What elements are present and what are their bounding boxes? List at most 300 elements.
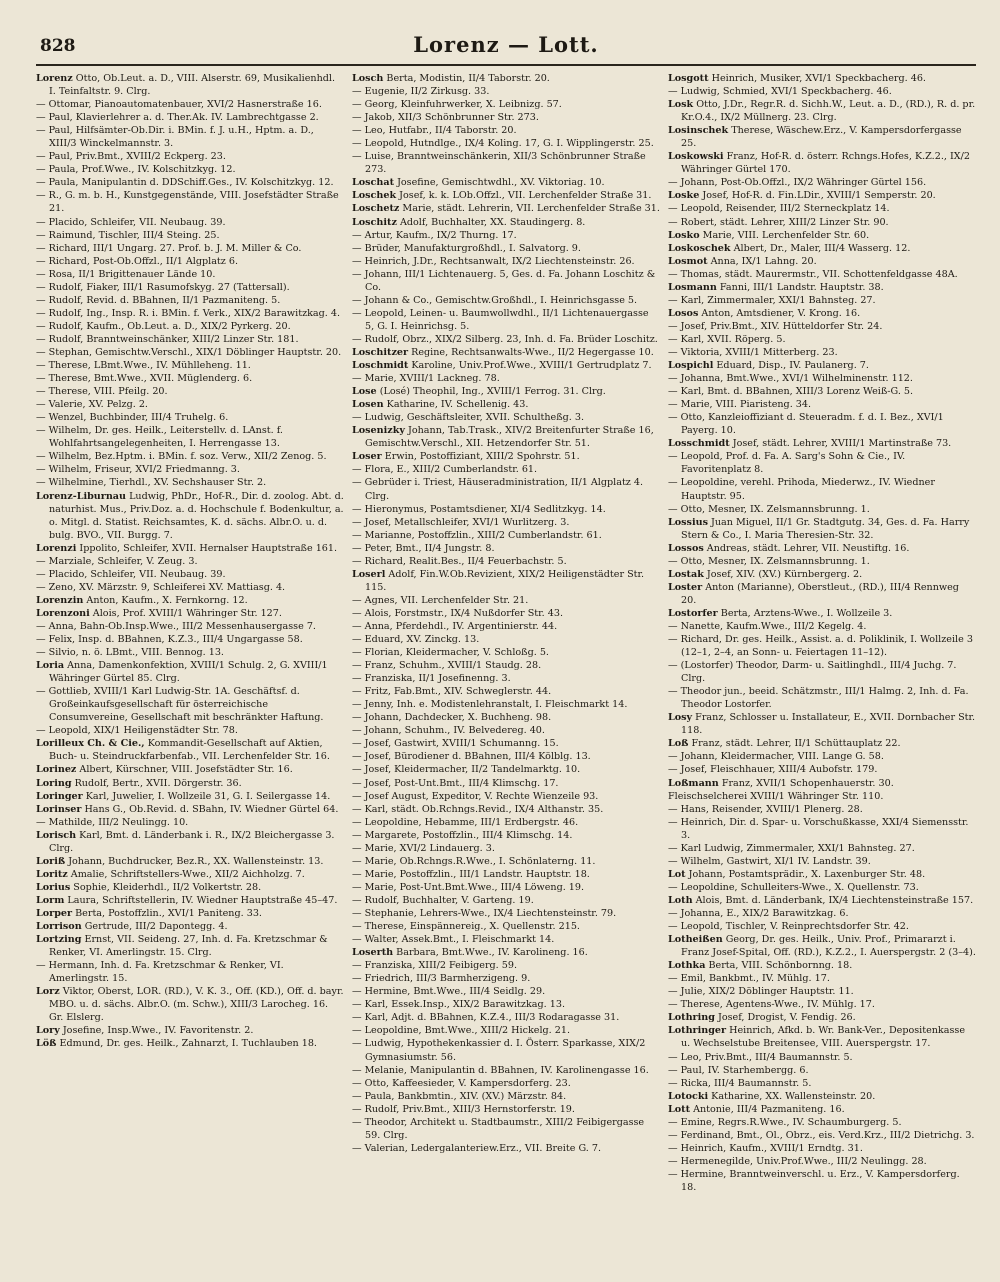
directory-entry [352, 972, 660, 985]
directory-entry [668, 294, 976, 307]
entry-surname: Loring [36, 777, 72, 789]
entry-text: — Raimund, Tischler, III/4 Steing. 25. [36, 229, 220, 241]
entry-surname: Lorrison [36, 921, 82, 933]
entry-surname: Lorisch [36, 829, 77, 841]
directory-entry [352, 816, 660, 829]
entry-text: — Karl, Essek.Insp., XIX/2 Barawitzkag. 13. [352, 999, 565, 1011]
entry-text: — Leopoldine, verehl. Prihoda, Miederwz., IV. Wiedner Hauptstr. 95. [668, 477, 935, 502]
directory-entry [352, 372, 660, 385]
directory-entry [352, 646, 660, 659]
directory-entry [352, 659, 660, 672]
entry-text: — Josef, Gastwirt, XVIII/1 Schumanng. 15. [352, 738, 559, 750]
entry-surname: Lorius [36, 881, 71, 893]
directory-entry [668, 255, 976, 268]
entry-surname: Löß [36, 1038, 57, 1050]
entry-text: — Ludwig, Hypothekenkassier d. I. Österr. Sparkasse, XIX/2 Gymnasiumstr. 56. [352, 1038, 646, 1063]
entry-text: Josefine, Insp.Wwe., IV. Favoritenstr. 2. [59, 1025, 254, 1037]
entry-text: Ippolito, Schleifer, XVII. Hernalser Hauptstraße 161. [76, 542, 338, 554]
directory-entry [36, 72, 344, 98]
directory-entry [352, 985, 660, 998]
entry-surname: Loschat [352, 177, 395, 189]
directory-entry [36, 1037, 344, 1050]
entry-text: Josef, XIV. (XV.) Kürnbergerg. 2. [703, 568, 863, 580]
directory-entry [668, 998, 976, 1011]
entry-text: — Robert, städt. Lehrer, XIII/2 Linzer Str. 90. [668, 216, 889, 228]
directory-entry [36, 581, 344, 594]
directory-entry [36, 985, 344, 1024]
directory-entry [668, 1077, 976, 1090]
directory-entry [36, 920, 344, 933]
entry-surname: Lorinser [36, 803, 82, 815]
entry-text: — Josef, Post-Unt.Bmt., III/4 Klimschg. 17. [352, 777, 559, 789]
entry-text: Josef, Drogist, V. Fendig. 26. [714, 1012, 856, 1024]
directory-entry [668, 476, 976, 502]
entry-text: — Eduard, XV. Zinckg. 13. [352, 634, 480, 646]
directory-entry [36, 333, 344, 346]
entry-text: Franz, Hof-R. d. österr. Rchngs.Hofes, K.Z.2., IX/2 Währinger Gürtel 170. [681, 151, 970, 176]
directory-entry [36, 816, 344, 829]
directory-entry [36, 385, 344, 398]
entry-text: — Ludwig, Geschäftsleiter, XVII. Schultheßg. 3. [352, 412, 585, 424]
entry-text: — Richard, Realit.Bes., II/4 Feuerbachstr. 5. [352, 555, 567, 567]
page-number: 828 [40, 36, 76, 56]
directory-entry [352, 620, 660, 633]
directory-entry [668, 346, 976, 359]
directory-entry [668, 503, 976, 516]
directory-entry [668, 972, 976, 985]
directory-entry [668, 437, 976, 450]
entry-text: — Leopold, Hutndlge., IX/4 Koling. 17, G. I. Wipplingerstr. 25. [352, 138, 654, 150]
entry-text: — Therese, Bmt.Wwe., XVII. Müglenderg. 6. [36, 373, 253, 385]
entry-text: — Georg, Kleinfuhrwerker, X. Leibnizg. 57. [352, 99, 562, 111]
entry-text: — Jakob, XII/3 Schönbrunner Str. 273. [352, 112, 539, 124]
entry-text: — Wilhelm, Bez.Hptm. i. BMin. f. soz. Verw., XII/2 Zenog. 5. [36, 451, 327, 463]
entry-text: — Leopoldine, Hebamme, III/1 Erdbergstr. 46. [352, 816, 579, 828]
entry-text: — Johann, III/1 Lichtenauerg. 5, Ges. d. Fa. Johann Loschitz & Co. [352, 268, 656, 293]
entry-text: Otto, Ob.Leut. a. D., VIII. Alserstr. 69, Musikalienhdl. I. Teinfaltstr. 9. Clrg. [49, 73, 336, 98]
entry-text: Johann, Buchdrucker, Bez.R., XX. Wallensteinstr. 13. [65, 855, 324, 867]
directory-entry [352, 1103, 660, 1116]
entry-text: — Leopold, Tischler, V. Reinprechtsdorfer Str. 42. [668, 921, 909, 933]
entry-text: Katharine, XX. Wallensteinstr. 20. [708, 1090, 876, 1102]
directory-entry [352, 503, 660, 516]
entry-text: — Marianne, Postoffzlin., XIII/2 Cumberlandstr. 61. [352, 529, 602, 541]
directory-entry [352, 268, 660, 294]
directory-entry [36, 763, 344, 776]
directory-entry [36, 229, 344, 242]
entry-text: — Josef, Fleischhauer, XIII/4 Aubofstr. 179. [668, 764, 878, 776]
directory-entry [668, 620, 976, 633]
directory-entry [36, 959, 344, 985]
entry-surname: Losch [352, 73, 384, 84]
entry-text: Josef, k. k. LOb.Offzl., VII. Lerchenfelder Straße 31. [396, 190, 652, 202]
entry-text: — Heinrich, Kaufm., XVIII/1 Erndtg. 31. [668, 1142, 863, 1154]
directory-entry [36, 620, 344, 633]
directory-entry [352, 711, 660, 724]
entry-text: — Ludwig, Schmied, XVI/1 Speckbacherg. 46. [668, 86, 892, 98]
directory-entry [36, 894, 344, 907]
directory-entry [668, 711, 976, 737]
entry-text: — Wilhelm, Gastwirt, XI/1 IV. Landstr. 39. [668, 855, 871, 867]
entry-text: — Placido, Schleifer, VII. Neubaug. 39. [36, 568, 226, 580]
entry-text: — Josef August, Expeditor, V. Rechte Wienzeile 93. [352, 790, 599, 802]
directory-entry [352, 724, 660, 737]
directory-entry [352, 359, 660, 372]
directory-entry [36, 555, 344, 568]
directory-entry [36, 281, 344, 294]
entry-surname: Lothring [668, 1012, 715, 1024]
directory-entry [36, 633, 344, 646]
entry-text: Fleischselcherei XVIII/1 Währinger Str. 110. [668, 790, 884, 802]
entry-text: Marie, städt. Lehrerin, VII. Lerchenfelder Straße 31. [399, 203, 660, 215]
entry-surname: Loskowski [668, 151, 724, 163]
directory-entry [36, 320, 344, 333]
entry-surname: Losos [668, 307, 699, 319]
entry-text: — Viktoria, XVIII/1 Mitterberg. 23. [668, 346, 838, 358]
entry-text: Berta, Modistin, II/4 Taborstr. 20. [383, 73, 550, 84]
directory-entry [36, 242, 344, 255]
entry-text: — Gebrüder i. Triest, Häuseradministration, II/1 Algplatz 4. Clrg. [352, 477, 644, 502]
directory-entry [352, 85, 660, 98]
entry-text: — Wilhelm, Friseur, XVI/2 Friedmanng. 3. [36, 464, 240, 476]
entry-surname: Losen [352, 399, 384, 411]
directory-entry [352, 229, 660, 242]
entry-text: — Otto, Kanzleioffiziant d. Steueradm. f. d. I. Bez., XVI/1 Payerg. 10. [668, 412, 944, 437]
entry-surname: Lorenz [36, 73, 73, 84]
entry-text: — Felix, Insp. d. BBahnen, K.Z.3., III/4 Ungargasse 58. [36, 634, 303, 646]
entry-text: Juan Miguel, II/1 Gr. Stadtgutg. 34, Ges. d. Fa. Harry Stern & Co., I. Maria Theresien-Str. 32. [681, 516, 970, 541]
entry-text: Franz, städt. Lehrer, II/1 Schüttauplatz 22. [688, 738, 901, 750]
directory-entry [352, 842, 660, 855]
entry-text: Eduard, Disp., IV. Paulanerg. 7. [713, 360, 869, 372]
entry-text: — Marie, Ob.Rchngs.R.Wwe., I. Schönlaterng. 11. [352, 855, 596, 867]
column-1 [36, 72, 344, 1282]
directory-entry [352, 333, 660, 346]
directory-entry [668, 150, 976, 176]
directory-entry [668, 868, 976, 881]
directory-entry [352, 1011, 660, 1024]
directory-entry [352, 594, 660, 607]
page-header [36, 30, 976, 66]
entry-surname: Loskoschek [668, 242, 731, 254]
entry-text: Fanni, III/1 Landstr. Hauptstr. 38. [716, 281, 884, 293]
directory-entry [668, 633, 976, 659]
entry-surname: Losmann [668, 281, 717, 293]
directory-entry [36, 255, 344, 268]
entry-text: — Marie, VIII. Piaristeng. 34. [668, 399, 812, 411]
entry-text: Antonie, III/4 Pazmaniteng. 16. [690, 1103, 845, 1115]
entry-text: Andreas, städt. Lehrer, VII. Neustiftg. 16. [703, 542, 910, 554]
entry-surname: Loritz [36, 868, 68, 880]
entry-text: — Theodor jun., beeid. Schätzmstr., III/1 Halmg. 2, Inh. d. Fa. Theodor Lostorfer. [668, 686, 969, 711]
entry-text: — Melanie, Manipulantin d. BBahnen, IV. Karolinengasse 16. [352, 1064, 649, 1076]
entry-surname: Lospichl [668, 360, 714, 372]
entry-text: — Thomas, städt. Maurermstr., VII. Schottenfeldgasse 48A. [668, 268, 958, 280]
directory-entry [352, 346, 660, 359]
entry-text: — Leo, Hutfabr., II/4 Taborstr. 20. [352, 125, 517, 137]
directory-entry [352, 216, 660, 229]
entry-text: Viktor, Oberst, LOR. (RD.), V. K. 3., Off. (KD.), Off. d. bayr. MBO. u. d. sächs. Albr.O. (m. Schw.), XIII/3 Larocheg. 16. Gr. Elslerg. [49, 986, 344, 1024]
directory-entry [352, 607, 660, 620]
entry-text: — Peter, Bmt., II/4 Jungstr. 8. [352, 542, 495, 554]
entry-text: — Leo, Priv.Bmt., III/4 Baumannstr. 5. [668, 1051, 853, 1063]
entry-text: — Leopold, Reisender, III/2 Sterneckplatz 14. [668, 203, 890, 215]
entry-text: — Hermenegilde, Univ.Prof.Wwe., III/2 Neulingg. 28. [668, 1155, 927, 1167]
entry-text: Franz, XVII/1 Schopenhauerstr. 30. [718, 777, 894, 789]
directory-entry [36, 98, 344, 111]
directory-entry [352, 737, 660, 750]
entry-text: — Brüder, Manufakturgroßhdl., I. Salvatorg. 9. [352, 242, 581, 254]
directory-entry [668, 568, 976, 581]
entry-text: — Otto, Mesner, IX. Zelsmannsbrunng. 1. [668, 555, 870, 567]
directory-entry [668, 268, 976, 281]
entry-surname: Loth [668, 894, 693, 906]
entry-text: — Hermann, Inh. d. Fa. Kretzschmar & Renker, VI. Amerlingstr. 15. [36, 960, 284, 985]
directory-entry [352, 307, 660, 333]
directory-entry [352, 98, 660, 111]
directory-entry [352, 907, 660, 920]
entry-text: Edmund, Dr. ges. Heilk., Zahnarzt, I. Tuchlauben 18. [56, 1038, 317, 1050]
directory-entry [352, 946, 660, 959]
directory-entry [668, 242, 976, 255]
entry-text: — (Lostorfer) Theodor, Darm- u. Saitlinghdl., III/4 Juchg. 7. Clrg. [668, 660, 957, 685]
entry-text: — Paul, Klavierlehrer a. d. Ther.Ak. IV. Lambrechtgasse 2. [36, 112, 319, 124]
entry-text: Hans G., Ob.Revid. d. SBahn, IV. Wiedner Gürtel 64. [81, 803, 339, 815]
entry-text: Albert, Dr., Maler, III/4 Wasserg. 12. [730, 242, 911, 254]
directory-entry [352, 1142, 660, 1155]
directory-entry [352, 894, 660, 907]
directory-entry [36, 294, 344, 307]
directory-entry [668, 607, 976, 620]
directory-entry [668, 229, 976, 242]
directory-entry [352, 763, 660, 776]
column-3 [668, 72, 976, 1282]
directory-entry [36, 777, 344, 790]
entry-text: — Ferdinand, Bmt., Ol., Obrz., eis. Verd.Krz., III/2 Dietrichg. 3. [668, 1129, 975, 1141]
entry-surname: Lorenzi [36, 542, 77, 554]
entry-text: — Johanna, E., XIX/2 Barawitzkag. 6. [668, 908, 849, 919]
entry-text: Albert, Kürschner, VIII. Josefstädter Str. 16. [76, 764, 293, 776]
entry-text: (Losé) Theophil, Ing., XVIII/1 Ferrog. 31. Clrg. [376, 386, 606, 398]
directory-entry [36, 490, 344, 542]
entry-text: — Wenzel, Buchbinder, III/4 Truhelg. 6. [36, 412, 229, 424]
entry-text: — Florian, Kleidermacher, V. Schloßg. 5. [352, 647, 549, 659]
directory-entry [36, 659, 344, 685]
directory-entry [668, 803, 976, 816]
entry-text: — Leopold, Prof. d. Fa. A. Sarg's Sohn & Cie., IV. Favoritenplatz 8. [668, 451, 906, 476]
entry-surname: Loschetz [352, 203, 400, 215]
directory-entry [352, 450, 660, 463]
entry-text: — Karl, Adjt. d. BBahnen, K.Z.4., III/3 Rodaragasse 31. [352, 1012, 620, 1024]
entry-text: Rudolf, Bertr., XVII. Dörgerstr. 36. [71, 777, 242, 789]
directory-entry [668, 907, 976, 920]
directory-entry [352, 829, 660, 842]
entry-text: Katharine, IV. Schellenig. 43. [383, 399, 529, 411]
entry-text: Anna, IX/1 Lahng. 20. [707, 255, 817, 267]
entry-surname: Lossos [668, 542, 704, 554]
entry-text: Heinrich, Musiker, XVI/1 Speckbacherg. 46. [708, 73, 926, 84]
entry-text: — Paul, IV. Starhembergg. 6. [668, 1064, 809, 1076]
entry-text: — Julie, XIX/2 Döblinger Hauptstr. 11. [668, 986, 854, 998]
entry-text: — Gottlieb, XVIII/1 Karl Ludwig-Str. 1A. Geschäftsf. d. Großeinkaufsgesellschaft für österreichische Consumvereine, Gesellschaft mit beschränkter Haftung. [36, 686, 324, 724]
directory-entry [668, 1129, 976, 1142]
entry-surname: Loriß [36, 855, 66, 867]
directory-entry [352, 255, 660, 268]
entry-text: Anna, Damenkonfektion, XVIII/1 Schulg. 2, G. XVIII/1 Währinger Gürtel 85. Clrg. [49, 660, 328, 685]
entry-surname: Losmot [668, 255, 708, 267]
entry-surname: Lott [668, 1103, 691, 1115]
entry-text: — Hermine, Branntweinverschl. u. Erz., V. Kampersdorferg. 18. [668, 1168, 960, 1193]
entry-surname: Lorilleux Ch. & Cie., [36, 738, 145, 750]
entry-surname: Lorinez [36, 764, 77, 776]
entry-surname: Loringer [36, 790, 83, 802]
entry-surname: Loria [36, 660, 65, 672]
entry-surname: Losinschek [668, 125, 729, 137]
entry-text: — Rudolf, Kaufm., Ob.Leut. a. D., XIX/2 Pyrkerg. 20. [36, 320, 291, 332]
directory-entry [352, 1116, 660, 1142]
entry-text: — Stephan, Gemischtw.Verschl., XIX/1 Döblinger Hauptstr. 20. [36, 346, 342, 358]
entry-text: — Johann, Kleidermacher, VIII. Lange G. 58. [668, 751, 884, 763]
directory-entry [36, 163, 344, 176]
entry-text: Barbara, Bmt.Wwe., IV. Karolineng. 16. [393, 947, 588, 959]
entry-text: — Rudolf, Priv.Bmt., XIII/3 Hernstorferstr. 19. [352, 1103, 575, 1115]
entry-text: — Friedrich, III/3 Barmherzigeng. 9. [352, 973, 531, 985]
entry-text: — Emine, Regrs.R.Wwe., IV. Schaumburgerg. 5. [668, 1116, 902, 1128]
directory-entry [352, 1024, 660, 1037]
entry-surname: Loschmidt [352, 360, 409, 372]
directory-entry [352, 1077, 660, 1090]
entry-text: — Richard, Post-Ob.Offzl., II/1 Algplatz 6. [36, 255, 239, 267]
directory-entry [668, 816, 976, 842]
entry-surname: Lothringer [668, 1025, 727, 1037]
entry-text: — Richard, Dr. ges. Heilk., Assist. a. d. Poliklinik, I. Wollzeile 3 (12–1, 2–4, an Sonn- u. Feiertagen 11–12). [668, 634, 973, 659]
entry-surname: Lortzing [36, 934, 82, 946]
entry-text: — Johanna, Bmt.Wwe., XVI/1 Wilhelminenstr. 112. [668, 373, 913, 385]
entry-text: — Otto, Mesner, IX. Zelsmannsbrunng. 1. [668, 503, 870, 515]
entry-text: Amalie, Schriftstellers-Wwe., XII/2 Aichholzg. 7. [67, 868, 305, 880]
directory-entry [36, 476, 344, 489]
entry-surname: Loser [352, 451, 382, 463]
entry-text: Adolf, Fin.W.Ob.Revizient, XIX/2 Heiligenstädter Str. 115. [365, 568, 645, 593]
entry-surname: Loster [668, 581, 703, 593]
entry-surname: Loserth [352, 947, 394, 959]
entry-text: — Mathilde, III/2 Neulingg. 10. [36, 816, 189, 828]
directory-entry [668, 542, 976, 555]
directory-entry [36, 542, 344, 555]
directory-entry [668, 1090, 976, 1103]
entry-text: — Karl, städt. Ob.Rchngs.Revid., IX/4 Althanstr. 35. [352, 803, 604, 815]
entry-text: — Zeno, XV. Märzstr. 9, Schleiferei XV. Mattiasg. 4. [36, 581, 286, 593]
entry-text: — Wilhelmine, Tierhdl., XV. Sechshauser Str. 2. [36, 477, 267, 489]
directory-entry [668, 1155, 976, 1168]
directory-entry [668, 959, 976, 972]
directory-entry [36, 411, 344, 424]
entry-surname: Lotocki [668, 1090, 709, 1102]
directory-entry [352, 881, 660, 894]
entry-text: Josef, Hof-R. d. Fin.LDir., XVIII/1 Semperstr. 20. [699, 190, 936, 202]
directory-entry [36, 176, 344, 189]
entry-text: Berta, VIII. Schönbornng. 18. [705, 960, 853, 972]
directory-entry [668, 450, 976, 476]
directory-entry [36, 372, 344, 385]
entry-text: — Luise, Branntweinschänkerin, XII/3 Schönbrunner Straße 273. [352, 151, 646, 176]
directory-entry [352, 868, 660, 881]
entry-text: — Rudolf, Obrz., XIX/2 Silberg. 23, Inh. d. Fa. Brüder Loschitz. [352, 333, 658, 345]
directory-entry [668, 398, 976, 411]
entry-text: — Leopoldine, Schulleiters-Wwe., X. Quellenstr. 73. [668, 881, 919, 893]
entry-surname: Lorenzoni [36, 607, 90, 619]
directory-entry [668, 685, 976, 711]
entry-text: — Heinrich, Dir. d. Spar- u. Vorschußkasse, XXI/4 Siemensstr. 3. [668, 816, 969, 841]
entry-text: Karl, Bmt. d. Länderbank i. R., IX/2 Bleichergasse 3. Clrg. [49, 829, 335, 854]
directory-entry [36, 724, 344, 737]
entry-text: — Otto, Kaffeesieder, V. Kampersdorferg. 23. [352, 1077, 571, 1089]
directory-entry [36, 646, 344, 659]
entry-text: Erwin, Postoffiziant, XIII/2 Spohrstr. 51. [381, 451, 580, 463]
directory-entry [352, 516, 660, 529]
entry-text: — Anna, Pferdehdl., IV. Argentinierstr. 44. [352, 620, 558, 632]
entry-text: — Johann, Dachdecker, X. Buchheng. 98. [352, 712, 552, 724]
directory-entry [36, 463, 344, 476]
directory-entry [668, 1103, 976, 1116]
entry-surname: Lorper [36, 908, 73, 919]
entry-text: — Karl, Zimmermaler, XXI/1 Bahnsteg. 27. [668, 294, 876, 306]
entry-text: — Margarete, Postoffzlin., III/4 Klimschg. 14. [352, 829, 573, 841]
directory-entry [668, 307, 976, 320]
directory-entry [36, 907, 344, 920]
directory-entry [668, 933, 976, 959]
directory-entry [36, 346, 344, 359]
directory-entry [352, 242, 660, 255]
entry-text: Kommandit-Gesellschaft auf Aktien, Buch- u. Steindruckfarbenfab., VII. Lerchenfelder Str. 16. [49, 738, 330, 763]
directory-entry [36, 855, 344, 868]
entry-text: Ludwig, PhDr., Hof-R., Dir. d. zoolog. Abt. d. naturhist. Mus., Priv.Doz. a. d. Hochschule f. Bodenkultur, a. o. Mitgl. d. Statist. Reichsamtes, K. d. sächs. Albr.O. u. d. bulg. BVO., VII. Burgg. 7. [49, 490, 344, 541]
entry-surname: Loserl [352, 568, 386, 580]
entry-text: — Karl, Bmt. d. BBahnen, XIII/3 Lorenz Weiß-G. 5. [668, 386, 914, 398]
directory-entry [668, 189, 976, 202]
directory-entry [36, 933, 344, 959]
directory-entry [352, 685, 660, 698]
entry-surname: Loske [668, 190, 700, 202]
entry-text: — Therese, VIII. Pfeilg. 20. [36, 386, 168, 398]
entry-text: — Leopoldine, Bmt.Wwe., XIII/2 Hickelg. 21. [352, 1025, 571, 1037]
entry-text: — Karl, XVII. Röperg. 5. [668, 333, 786, 345]
entry-text: — Josef, Priv.Bmt., XIV. Hütteldorfer Str. 24. [668, 320, 883, 332]
entry-text: — Paula, Bankbmtin., XIV. (XV.) Märzstr. 84. [352, 1090, 567, 1102]
entry-text: — Walter, Assek.Bmt., I. Fleischmarkt 14. [352, 934, 555, 946]
entry-surname: Losenizky [352, 425, 405, 437]
entry-text: — Rudolf, Buchhalter, V. Garteng. 19. [352, 894, 534, 906]
column-2 [352, 72, 660, 1282]
entry-text: Ernst, VII. Seideng. 27, Inh. d. Fa. Kretzschmar & Renker, VI. Amerlingstr. 15. Clrg. [49, 934, 328, 959]
entry-text: Adolf, Buchhalter, XX. Staudingerg. 8. [396, 216, 586, 228]
entry-surname: Lotheißen [668, 934, 723, 946]
directory-entry [36, 1024, 344, 1037]
directory-entry [668, 176, 976, 189]
entry-surname: Lostorfer [668, 607, 718, 619]
entry-text: Laura, Schriftstellerin, IV. Wiedner Hauptstraße 45–47. [64, 894, 338, 906]
directory-entry [668, 385, 976, 398]
entry-text: — Rosa, II/1 Brigittenauer Lände 10. [36, 268, 216, 280]
directory-entry [36, 803, 344, 816]
entry-text: — Valerian, Ledergalanteriew.Erz., VII. Breite G. 7. [352, 1142, 602, 1154]
entry-surname: Lothka [668, 960, 706, 972]
entry-text: — Franziska, XIII/2 Feibigerg. 59. [352, 960, 518, 972]
entry-text: — Rudolf, Revid. d. BBahnen, II/1 Pazmaniteng. 5. [36, 294, 281, 306]
entry-text: Karoline, Univ.Prof.Wwe., XVIII/1 Gertrudplatz 7. [408, 360, 652, 372]
directory-entry [36, 359, 344, 372]
directory-entry [668, 1168, 976, 1194]
